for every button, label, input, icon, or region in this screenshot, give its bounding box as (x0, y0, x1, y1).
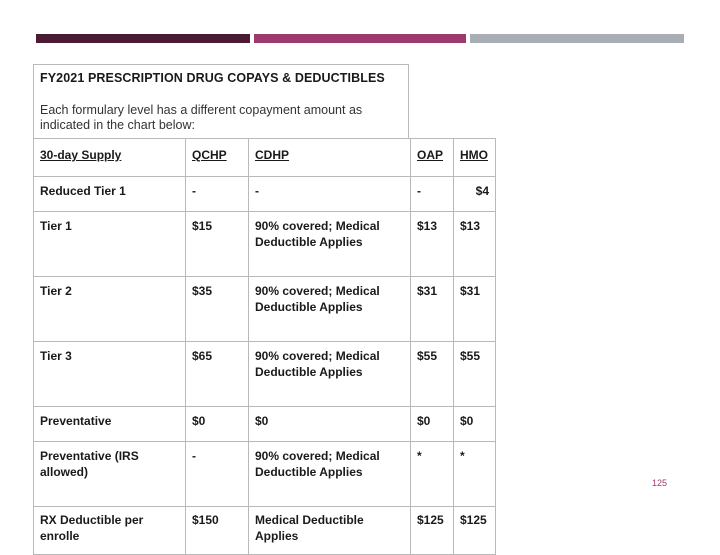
oap-cell: - (411, 177, 454, 212)
oap-cell: $125 (411, 507, 454, 555)
qchp-cell: $35 (186, 277, 249, 342)
header-cell: OAP (411, 139, 454, 177)
title-card (33, 64, 409, 138)
table-row (34, 177, 496, 212)
row-label: Reduced Tier 1 (34, 177, 186, 212)
table-row (34, 277, 496, 342)
row-label: RX Deductible per enrolle (34, 507, 186, 555)
oap-cell: * (411, 442, 454, 507)
table-row (34, 407, 496, 442)
row-label: Preventative (IRS allowed) (34, 442, 186, 507)
accent-bar-dark (36, 34, 250, 43)
row-label: Preventative (34, 407, 186, 442)
qchp-cell: - (186, 442, 249, 507)
oap-cell: $13 (411, 212, 454, 277)
oap-cell: $55 (411, 342, 454, 407)
hmo-cell: $4 (454, 177, 496, 212)
table-row (34, 342, 496, 407)
row-label: Tier 1 (34, 212, 186, 277)
qchp-cell: - (186, 177, 249, 212)
hmo-cell: $13 (454, 212, 496, 277)
header-cell: 30-day Supply (34, 139, 186, 177)
hmo-cell: $55 (454, 342, 496, 407)
row-label: Tier 2 (34, 277, 186, 342)
header-cell: CDHP (249, 139, 411, 177)
intro-text: Each formulary level has a different copayment amount as indicated in the chart below: (40, 103, 363, 132)
header-cell: HMO (454, 139, 496, 177)
row-label: Tier 3 (34, 342, 186, 407)
oap-cell: $31 (411, 277, 454, 342)
header-cell: QCHP (186, 139, 249, 177)
oap-cell: $0 (411, 407, 454, 442)
cdhp-cell: 90% covered; Medical Deductible Applies (249, 212, 411, 277)
cdhp-cell: - (249, 177, 411, 212)
qchp-cell: $150 (186, 507, 249, 555)
table-row (34, 212, 496, 277)
hmo-cell: $0 (454, 407, 496, 442)
cdhp-cell: $0 (249, 407, 411, 442)
accent-bar-gray (470, 34, 684, 43)
cdhp-cell: Medical Deductible Applies (249, 507, 411, 555)
qchp-cell: $65 (186, 342, 249, 407)
table-header-row (34, 139, 496, 177)
copay-table (33, 138, 496, 555)
accent-bar-magenta (254, 34, 466, 43)
hmo-cell: * (454, 442, 496, 507)
cdhp-cell: 90% covered; Medical Deductible Applies (249, 277, 411, 342)
hmo-cell: $31 (454, 277, 496, 342)
table-row (34, 442, 496, 507)
cdhp-cell: 90% covered; Medical Deductible Applies (249, 442, 411, 507)
page-number: 125 (652, 478, 668, 488)
cdhp-cell: 90% covered; Medical Deductible Applies (249, 342, 411, 407)
qchp-cell: $15 (186, 212, 249, 277)
hmo-cell: $125 (454, 507, 496, 555)
table-row (34, 507, 496, 555)
qchp-cell: $0 (186, 407, 249, 442)
page-title: FY2021 PRESCRIPTION DRUG COPAYS & DEDUCTIBLES (40, 71, 385, 85)
